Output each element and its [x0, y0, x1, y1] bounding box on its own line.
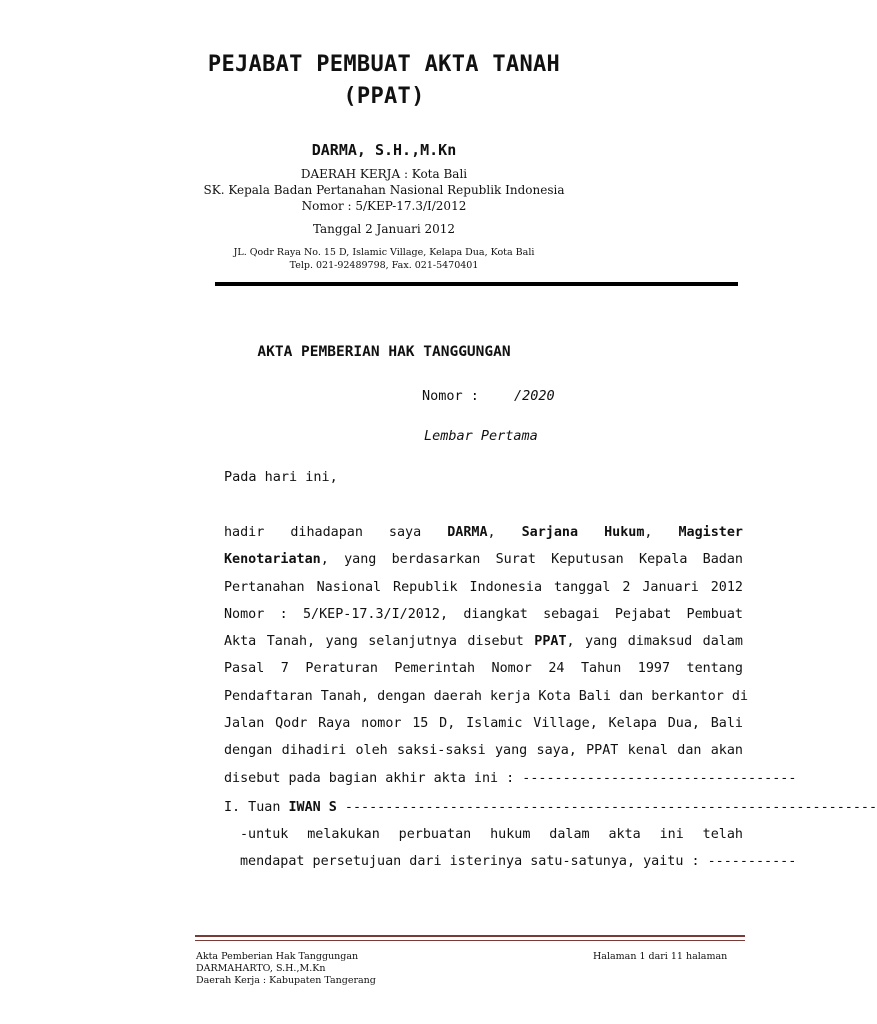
- footer-doc-title: Akta Pemberian Hak Tanggungan: [196, 951, 359, 962]
- notary-name: DARMA, S.H.,M.Kn: [311, 141, 457, 159]
- party-details: [240, 821, 797, 876]
- header-title-line1: PEJABAT PEMBUAT AKTA TANAH: [207, 52, 561, 77]
- body-line: Jalan Qodr Raya nomor 15 D, Islamic Village, Kelapa Dua, Bali: [224, 716, 743, 732]
- body-line: Pertanahan Nasional Republik Indonesia tanggal 2 Januari 2012: [224, 579, 743, 595]
- sheet-label: Lembar Pertama: [424, 428, 538, 444]
- party-detail-line: mendapat persetujuan dari isterinya satu-satunya, yaitu : -----------: [240, 854, 797, 870]
- body-line: Kenotariatan, yang berdasarkan Surat Keputusan Kepala Badan: [224, 552, 743, 568]
- body-line: Nomor : 5/KEP-17.3/I/2012, diangkat sebagai Pejabat Pembuat: [224, 606, 743, 622]
- party-detail-line: -untuk melakukan perbuatan hukum dalam akta ini telah: [240, 827, 743, 842]
- body-line: Pendaftaran Tanah, dengan daerah kerja Kota Bali dan berkantor di: [224, 688, 749, 704]
- party-line: [224, 794, 877, 821]
- header-divider: [215, 282, 738, 286]
- body-line: dengan dihadiri oleh saksi-saksi yang saya, PPAT kenal dan akan: [224, 743, 743, 759]
- header-title-line2: (PPAT): [343, 84, 425, 109]
- deed-title: AKTA PEMBERIAN HAK TANGGUNGAN: [257, 344, 511, 360]
- body-line: Akta Tanah, yang selanjutnya disebut PPAT, yang dimaksud dalam: [224, 634, 743, 650]
- sk-date: Tanggal 2 Januari 2012: [312, 222, 456, 236]
- work-area: DAERAH KERJA : Kota Bali: [300, 167, 468, 181]
- footer-notary-name: DARMAHARTO, S.H.,M.Kn: [196, 963, 326, 974]
- deed-number-value: /2020: [514, 388, 555, 404]
- sk-number: Nomor : 5/KEP-17.3/I/2012: [301, 199, 467, 213]
- opening-text: Pada hari ini,: [224, 469, 338, 485]
- footer-divider: [195, 935, 745, 937]
- party-text: I. Tuan IWAN S ------------------------------------------------------------------: [224, 800, 877, 815]
- deed-body-paragraph: [224, 519, 797, 792]
- party-name: IWAN S: [288, 800, 337, 815]
- office-phone: Telp. 021-92489798, Fax. 021-5470401: [289, 260, 479, 271]
- footer-work-area: Daerah Kerja : Kabupaten Tangerang: [196, 975, 376, 986]
- body-line: Pasal 7 Peraturan Pemerintah Nomor 24 Tahun 1997 tentang: [224, 661, 743, 677]
- body-line: hadir dihadapan saya DARMA, Sarjana Hukum, Magister: [224, 525, 743, 540]
- office-address: JL. Qodr Raya No. 15 D, Islamic Village, Kelapa Dua, Kota Bali: [233, 247, 535, 258]
- body-line: disebut pada bagian akhir akta ini : ----------------------------------: [224, 770, 797, 786]
- sk-line: SK. Kepala Badan Pertanahan Nasional Republik Indonesia: [203, 183, 565, 197]
- deed-number-label: Nomor :: [422, 388, 479, 404]
- footer-page-number: Halaman 1 dari 11 halaman: [593, 951, 728, 962]
- footer-divider-thin: [195, 940, 745, 941]
